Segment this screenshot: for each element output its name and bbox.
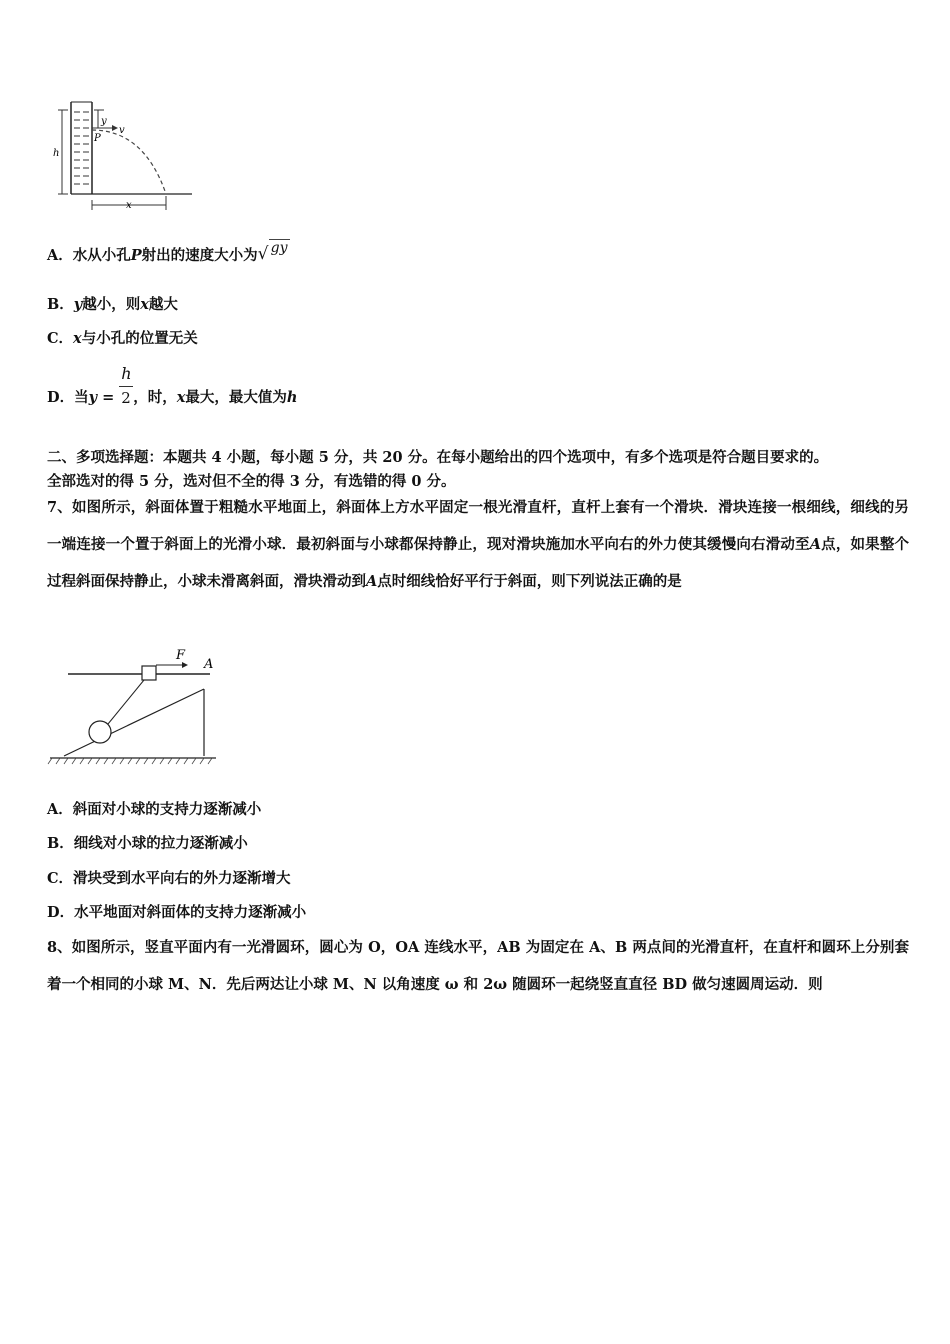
fig2-label-a: A <box>204 657 214 672</box>
q6-option-a[interactable]: A．水从小孔P射出的速度大小为√ gy <box>47 246 290 266</box>
fig1-label-p: P <box>94 133 101 144</box>
incline-figure <box>44 644 224 770</box>
fig1-label-x: x <box>126 200 132 211</box>
fig1-label-h: h <box>53 148 60 159</box>
section2-heading: 二、多项选择题：本题共 4 小题，每小题 5 分，共 20 分。在每小题给出的四个选项中，有多个选项是符合题目要求的。 全部选对的得 5 分，选对但不全的得 3 分，有选错的得 0 分。 <box>47 449 829 490</box>
fig2-label-f: F <box>176 648 186 663</box>
q6-option-c[interactable]: C．x与小孔的位置无关 <box>47 330 198 347</box>
fig1-label-v: v <box>119 125 125 136</box>
fig1-label-y: y <box>101 116 107 127</box>
q6-option-d[interactable]: D．当y = $\frac{h}{2}$ ，时，x最大，最大值为h <box>47 364 298 407</box>
q7-option-a[interactable]: A．斜面对小球的支持力逐渐减小 <box>47 801 262 818</box>
q7-option-b[interactable]: B．细线对小球的拉力逐渐减小 <box>47 835 248 852</box>
q8-stem: 8、如图所示，竖直平面内有一光滑圆环，圆心为 O，OA 连线水平，AB 为固定在 A、B 两点间的光滑直杆，在直杆和圆环上分别套着一个相同的小球 M、N．先后两达让小球 M、N 以角速度 ω 和 2ω 随圆环一起绕竖直直径 BD 做匀速圆周运动．则 <box>47 939 909 993</box>
q7-option-c[interactable]: C．滑块受到水平向右的外力逐渐增大 <box>47 870 291 887</box>
q7-stem: 7、如图所示，斜面体置于粗糙水平地面上，斜面体上方水平固定一根光滑直杆，直杆上套有一个滑块．滑块连接一根细线，细线的另一端连接一个置于斜面上的光滑小球．最初斜面与小球都保持静止，现对滑块施加水平向右的外力使其缓慢向右滑动至A点，如果整个过程斜面保持静止，小球未滑离斜面，滑块滑动到A点时细线恰好平行于斜面，则下列说法正确的是 <box>47 499 910 590</box>
q6-option-b[interactable]: B．y越小，则x越大 <box>47 296 178 313</box>
sqrt-expression: √ gy <box>260 246 290 266</box>
fraction-h-over-2: $\frac{h}{2}$ <box>121 364 132 407</box>
q7-option-d[interactable]: D．水平地面对斜面体的支持力逐渐减小 <box>47 904 307 921</box>
water-jet-figure <box>44 96 194 216</box>
